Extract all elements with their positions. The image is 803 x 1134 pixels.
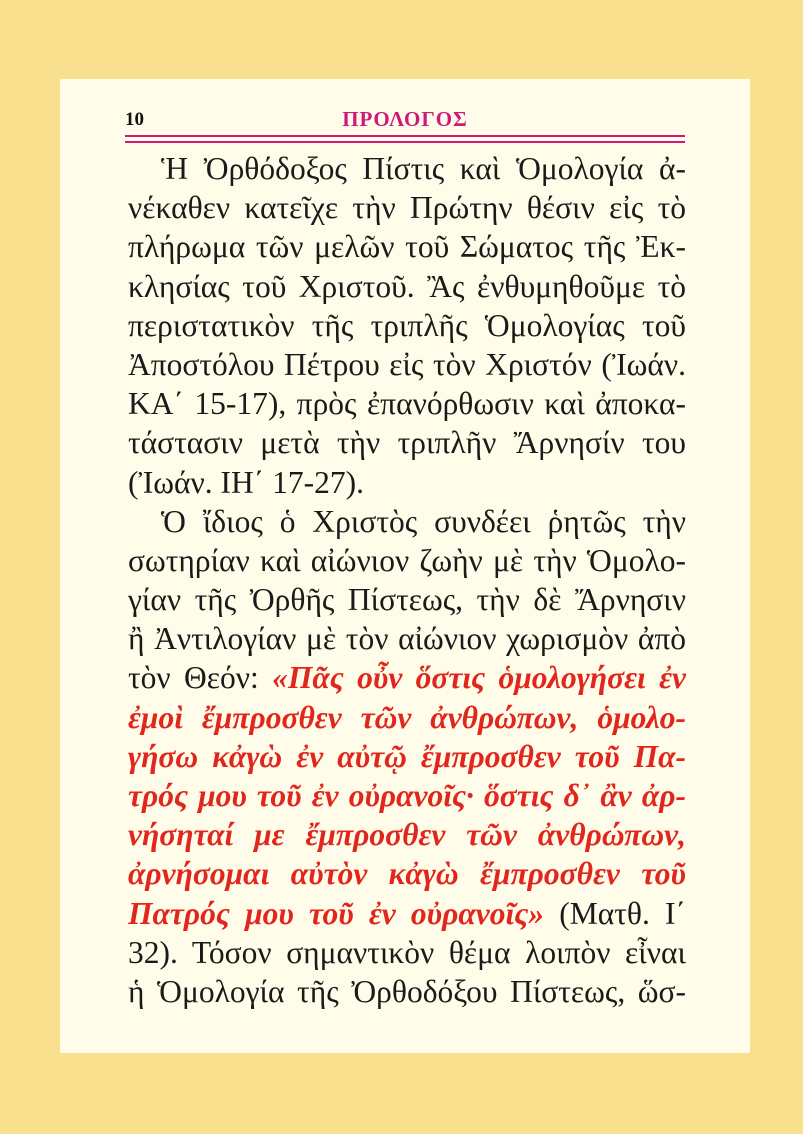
scripture-reference: (Ματθ. Ι΄ bbox=[544, 895, 686, 931]
text-line: ἢ Ἀντιλογίαν μὲ τὸν αἰώνιον χωρισμὸν ἀπὸ bbox=[128, 621, 686, 657]
scripture-quote-line: ἐμοὶ ἔμπροσθεν τῶν ἀνθρώπων, ὁμολο- bbox=[128, 699, 686, 735]
scripture-quote-line: ἀρνήσομαι αὐτὸν κἀγὼ ἔμπροσθεν τοῦ bbox=[128, 856, 686, 892]
body-text bbox=[128, 149, 686, 1011]
header-rule-bottom bbox=[125, 141, 685, 143]
text-line: γίαν τῆς Ὀρθῆς Πίστεως, τὴν δὲ Ἄρνησιν bbox=[128, 582, 686, 618]
text-line: σωτηρίαν καὶ αἰώνιον ζωὴν μὲ τὴν Ὁμολο- bbox=[128, 542, 686, 578]
text-line: πλήρωμα τῶν μελῶν τοῦ Σώματος τῆς Ἐκ- bbox=[128, 229, 686, 265]
text-line bbox=[128, 894, 686, 933]
scripture-quote-line: νήσηταί με ἔμπροσθεν τῶν ἀνθρώπων, bbox=[128, 817, 686, 853]
text-line: τάστασιν μετὰ τὴν τριπλῆν Ἄρνησίν του bbox=[128, 425, 686, 461]
text-line: κλησίας τοῦ Χριστοῦ. Ἂς ἐνθυμηθοῦμε τὸ bbox=[128, 268, 686, 304]
page-number: 10 bbox=[125, 109, 144, 130]
text-line bbox=[128, 658, 686, 697]
header-rule-top bbox=[125, 135, 685, 137]
page-header bbox=[125, 103, 685, 143]
scripture-quote: «Πᾶς οὖν ὅστις ὁμολογήσει ἐν bbox=[272, 660, 686, 696]
text-line: Ἡ Ὀρθόδοξος Πίστις καὶ Ὁμολογία ἀ- bbox=[161, 151, 686, 186]
text-line: ἡ Ὁμολογία τῆς Ὀρθοδόξου Πίστεως, ὥσ- bbox=[128, 973, 686, 1009]
plain-text: τὸν Θεόν: bbox=[128, 660, 273, 696]
text-line: 32). Τόσον σημαντικὸν θέμα λοιπὸν εἶναι bbox=[128, 934, 686, 970]
text-line: ΚΑ΄ 15-17), πρὸς ἐπανόρθωσιν καὶ ἀποκα- bbox=[128, 386, 686, 422]
book-page bbox=[60, 79, 750, 1053]
text-line: Ὁ ἴδιος ὁ Χριστὸς συνδέει ῥητῶς τὴν bbox=[161, 503, 686, 539]
text-line: περιστατικὸν τῆς τριπλῆς Ὁμολογίας τοῦ bbox=[128, 307, 686, 343]
text-line: Ἀποστόλου Πέτρου εἰς τὸν Χριστόν (Ἰωάν. bbox=[128, 346, 686, 382]
text-line: νέκαθεν κατεῖχε τὴν Πρώτην θέσιν εἰς τὸ bbox=[128, 190, 686, 226]
scripture-quote-line: τρός μου τοῦ ἐν οὐρανοῖς· ὅστις δ᾽ ἂν ἀρ- bbox=[128, 778, 686, 813]
running-title: ΠΡΟΛΟΓΟΣ bbox=[342, 107, 468, 131]
scripture-quote-line: γήσω κἀγὼ ἐν αὐτῷ ἔμπροσθεν τοῦ Πα- bbox=[128, 738, 686, 774]
scripture-quote: Πατρός μου τοῦ ἐν οὐρανοῖς» bbox=[128, 895, 545, 931]
text-line: (Ἰωάν. ΙΗ΄ 17-27). bbox=[128, 464, 364, 500]
